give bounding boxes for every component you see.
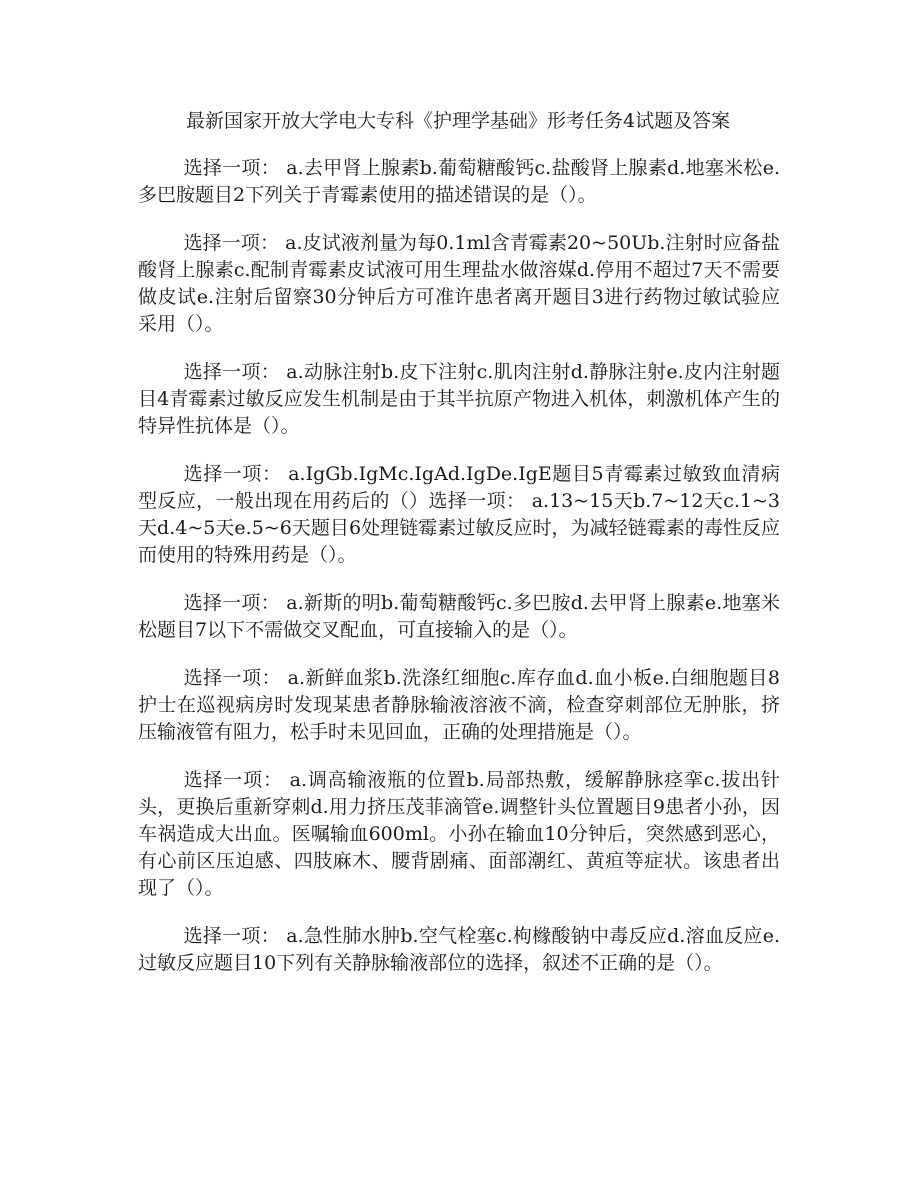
question-paragraph-4: 选择一项： a.IgGb.IgMc.IgAd.IgDe.IgE题目5青霉素过敏致血清病型反应，一般出现在用药后的（）选择一项： a.13~15天b.7~12天c.1~3天d.4~5天e.5~6天题目6处理链霉素过敏反应时，为减轻链霉素的毒性反应而使用的特殊用药是（）。 [138,463,780,566]
question-paragraph-6: 选择一项： a.新鲜血浆b.洗涤红细胞c.库存血d.血小板e.白细胞题目8护士在巡视病房时发现某患者静脉输液溶液不滴，检查穿刺部位无肿胀，挤压输液管有阻力，松手时未见回血，正确的处理措施是（）。 [138,667,780,743]
question-paragraph-1: 选择一项： a.去甲肾上腺素b.葡萄糖酸钙c.盐酸肾上腺素d.地塞米松e.多巴胺题目2下列关于青霉素使用的描述错误的是（）。 [138,157,780,206]
question-paragraph-8: 选择一项： a.急性肺水肿b.空气栓塞c.枸橼酸钠中毒反应d.溶血反应e.过敏反应题目10下列有关静脉输液部位的选择，叙述不正确的是（）。 [138,925,780,974]
question-paragraph-5: 选择一项： a.新斯的明b.葡萄糖酸钙c.多巴胺d.去甲肾上腺素e.地塞米松题目7以下不需做交叉配血，可直接输入的是（）。 [138,592,780,641]
document-title: 最新国家开放大学电大专科《护理学基础》形考任务4试题及答案 [186,110,731,132]
question-paragraph-3: 选择一项： a.动脉注射b.皮下注射c.肌肉注射d.静脉注射e.皮内注射题目4青霉素过敏反应发生机制是由于其半抗原产物进入机体，刺激机体产生的特异性抗体是（）。 [138,361,780,437]
question-paragraph-7: 选择一项： a.调高输液瓶的位置b.局部热敷，缓解静脉痉挛c.拔出针头，更换后重新穿刺d.用力挤压茂菲滴管e.调整针头位置题目9患者小孙，因车祸造成大出血。医嘱输血600ml。小孙在输血10分钟后，突然感到恶心，有心前区压迫感、四肢麻木、腰背剧痛、面部潮红、黄疸等症状。该患者出现了（）。 [138,769,780,899]
document-body [138,108,780,998]
question-paragraph-2: 选择一项： a.皮试液剂量为每0.1ml含青霉素20~50Ub.注射时应备盐酸肾上腺素c.配制青霉素皮试液可用生理盐水做溶媒d.停用不超过7天不需要做皮试e.注射后留察30分钟后方可准许患者离开题目3进行药物过敏试验应采用（）。 [138,232,780,335]
